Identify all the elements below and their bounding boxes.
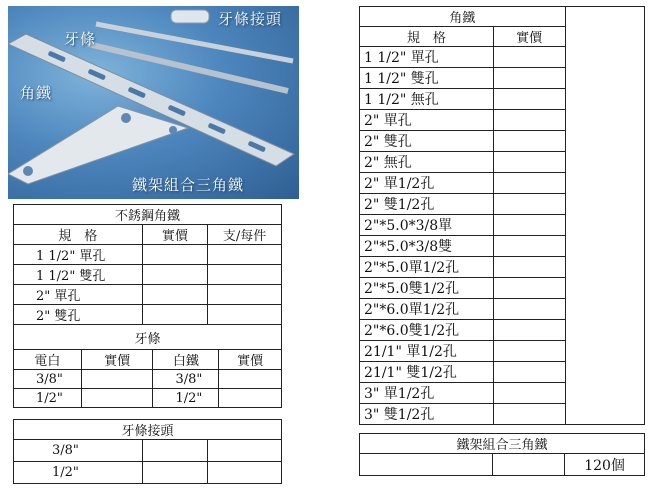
table-row	[14, 389, 282, 408]
table-row	[14, 245, 282, 265]
angle-spec: 2" 單孔	[360, 110, 494, 131]
bracket-title: 鐵架組合三角鐵	[360, 434, 645, 454]
angle-spec: 2"*5.0雙1/2孔	[360, 278, 494, 299]
table-row	[360, 454, 645, 476]
angle-spec: 2"*6.0雙1/2孔	[360, 320, 494, 341]
angle-spec: 2"*5.0*3/8雙	[360, 236, 494, 257]
stainless-header-unit: 支/每件	[208, 225, 282, 245]
table-row	[14, 265, 282, 285]
angle-spec: 1 1/2" 雙孔	[360, 68, 494, 89]
angle-spec: 2" 單1/2孔	[360, 173, 494, 194]
angle-spec: 2" 雙孔	[360, 131, 494, 152]
joint-size: 1/2"	[14, 462, 143, 484]
photo-label-joint: 牙條接頭	[218, 10, 283, 28]
bracket-table	[359, 433, 645, 476]
thread-stainless-size: 3/8"	[153, 370, 219, 389]
table-row	[14, 305, 282, 325]
angle-spec: 2" 雙1/2孔	[360, 194, 494, 215]
photo-label-rod: 牙條	[64, 30, 97, 48]
stainless-spec: 2" 雙孔	[14, 305, 143, 325]
product-photo	[8, 6, 299, 199]
angle-spec: 2"*5.0單1/2孔	[360, 257, 494, 278]
angle-title: 角鐵	[360, 7, 566, 27]
angle-spec: 21/1" 雙1/2孔	[360, 362, 494, 383]
thread-electro-size: 3/8"	[14, 370, 82, 389]
thread-header-stainless: 白鐵	[153, 350, 219, 370]
angle-spec: 2"*5.0*3/8單	[360, 215, 494, 236]
thread-rod-table	[13, 324, 282, 408]
table-row	[14, 285, 282, 305]
angle-spec: 1 1/2" 無孔	[360, 89, 494, 110]
table-row	[14, 370, 282, 389]
triangle-bracket-shape	[8, 106, 188, 184]
angle-spec: 2" 無孔	[360, 152, 494, 173]
angle-spec: 3" 單1/2孔	[360, 383, 494, 404]
photo-label-bracket: 鐵架組合三角鐵	[132, 176, 245, 194]
stainless-header-spec: 規 格	[14, 225, 143, 245]
stainless-spec: 1 1/2" 單孔	[14, 245, 143, 265]
angle-spec: 2"*6.0單1/2孔	[360, 299, 494, 320]
stainless-header-price: 實價	[142, 225, 208, 245]
table-row	[14, 462, 282, 484]
stainless-table	[13, 204, 282, 325]
thread-header-price-2: 實價	[219, 350, 282, 370]
photo-label-angle: 角鐵	[20, 84, 53, 102]
angle-spec: 1 1/2" 單孔	[360, 47, 494, 68]
angle-iron-table	[359, 6, 645, 425]
joint-size: 3/8"	[14, 440, 143, 462]
joint-shape	[171, 10, 209, 23]
angle-header-spec: 規 格	[360, 27, 494, 47]
thread-header-price-1: 實價	[81, 350, 153, 370]
table-row	[14, 440, 282, 462]
bracket-qty: 120個	[565, 454, 645, 476]
stainless-title: 不銹鋼角鐵	[14, 205, 282, 225]
angle-spec: 3" 雙1/2孔	[360, 404, 494, 425]
thread-title: 牙條	[14, 325, 282, 350]
stainless-spec: 2" 單孔	[14, 285, 143, 305]
thread-header-electro: 電白	[14, 350, 82, 370]
thread-stainless-size: 1/2"	[153, 389, 219, 408]
angle-spec: 21/1" 單1/2孔	[360, 341, 494, 362]
joint-title: 牙條接頭	[14, 420, 282, 440]
angle-header-price: 實價	[493, 27, 565, 47]
thread-joint-table	[13, 419, 282, 484]
thread-electro-size: 1/2"	[14, 389, 82, 408]
stainless-spec: 1 1/2" 雙孔	[14, 265, 143, 285]
